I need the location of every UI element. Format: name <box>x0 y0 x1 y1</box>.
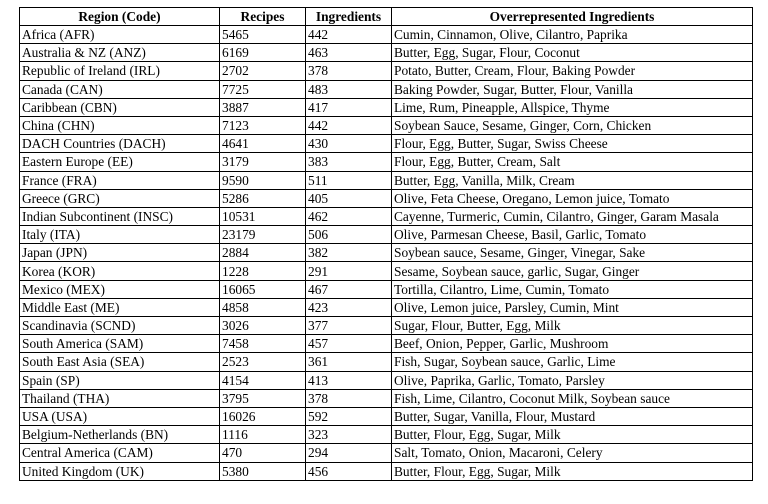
region-cell: Caribbean (CBN) <box>20 98 220 116</box>
recipes-cell: 1116 <box>220 426 306 444</box>
overrepresented-cell: Beef, Onion, Pepper, Garlic, Mushroom <box>392 335 753 353</box>
recipes-cell: 16026 <box>220 407 306 425</box>
overrepresented-cell: Cayenne, Turmeric, Cumin, Cilantro, Ginger, Garam Masala <box>392 207 753 225</box>
region-cell: China (CHN) <box>20 116 220 134</box>
recipes-cell: 3795 <box>220 389 306 407</box>
header-recipes: Recipes <box>220 8 306 26</box>
recipes-cell: 5465 <box>220 26 306 44</box>
table-row <box>20 116 753 134</box>
table-row <box>20 426 753 444</box>
overrepresented-cell: Butter, Egg, Vanilla, Milk, Cream <box>392 171 753 189</box>
overrepresented-cell: Olive, Paprika, Garlic, Tomato, Parsley <box>392 371 753 389</box>
header-overrepresented: Overrepresented Ingredients <box>392 8 753 26</box>
region-cell: South America (SAM) <box>20 335 220 353</box>
table-row <box>20 444 753 462</box>
table-row <box>20 244 753 262</box>
recipes-cell: 1228 <box>220 262 306 280</box>
region-cell: Korea (KOR) <box>20 262 220 280</box>
recipes-cell: 7725 <box>220 80 306 98</box>
overrepresented-cell: Butter, Flour, Egg, Sugar, Milk <box>392 426 753 444</box>
region-cell: Japan (JPN) <box>20 244 220 262</box>
region-cell: South East Asia (SEA) <box>20 353 220 371</box>
table-row <box>20 335 753 353</box>
ingredients-cell: 592 <box>306 407 392 425</box>
ingredients-cell: 423 <box>306 298 392 316</box>
overrepresented-cell: Butter, Sugar, Vanilla, Flour, Mustard <box>392 407 753 425</box>
recipes-cell: 3179 <box>220 153 306 171</box>
table-row <box>20 407 753 425</box>
overrepresented-cell: Sesame, Soybean sauce, garlic, Sugar, Ginger <box>392 262 753 280</box>
ingredients-cell: 383 <box>306 153 392 171</box>
ingredients-cell: 467 <box>306 280 392 298</box>
overrepresented-cell: Cumin, Cinnamon, Olive, Cilantro, Paprika <box>392 26 753 44</box>
ingredients-cell: 442 <box>306 26 392 44</box>
overrepresented-cell: Salt, Tomato, Onion, Macaroni, Celery <box>392 444 753 462</box>
region-ingredients-table <box>19 7 753 481</box>
region-cell: Scandinavia (SCND) <box>20 317 220 335</box>
overrepresented-cell: Sugar, Flour, Butter, Egg, Milk <box>392 317 753 335</box>
ingredients-cell: 378 <box>306 62 392 80</box>
recipes-cell: 4858 <box>220 298 306 316</box>
ingredients-cell: 417 <box>306 98 392 116</box>
table-row <box>20 389 753 407</box>
table-row <box>20 80 753 98</box>
table-row <box>20 207 753 225</box>
table-row <box>20 98 753 116</box>
region-cell: Australia & NZ (ANZ) <box>20 44 220 62</box>
region-cell: Thailand (THA) <box>20 389 220 407</box>
recipes-cell: 5286 <box>220 189 306 207</box>
overrepresented-cell: Olive, Feta Cheese, Oregano, Lemon juice, Tomato <box>392 189 753 207</box>
region-cell: USA (USA) <box>20 407 220 425</box>
recipes-cell: 23179 <box>220 226 306 244</box>
ingredients-cell: 442 <box>306 116 392 134</box>
table-row <box>20 135 753 153</box>
ingredients-cell: 377 <box>306 317 392 335</box>
table-row <box>20 189 753 207</box>
ingredients-cell: 361 <box>306 353 392 371</box>
ingredients-cell: 483 <box>306 80 392 98</box>
region-cell: United Kingdom (UK) <box>20 462 220 480</box>
ingredients-cell: 413 <box>306 371 392 389</box>
region-cell: Canada (CAN) <box>20 80 220 98</box>
header-region: Region (Code) <box>20 8 220 26</box>
ingredients-cell: 506 <box>306 226 392 244</box>
region-cell: Belgium-Netherlands (BN) <box>20 426 220 444</box>
table-row <box>20 353 753 371</box>
ingredients-cell: 378 <box>306 389 392 407</box>
overrepresented-cell: Fish, Sugar, Soybean sauce, Garlic, Lime <box>392 353 753 371</box>
ingredients-cell: 291 <box>306 262 392 280</box>
recipes-cell: 7458 <box>220 335 306 353</box>
ingredients-cell: 463 <box>306 44 392 62</box>
overrepresented-cell: Soybean sauce, Sesame, Ginger, Vinegar, Sake <box>392 244 753 262</box>
ingredients-cell: 405 <box>306 189 392 207</box>
table-row <box>20 44 753 62</box>
table-row <box>20 62 753 80</box>
recipes-cell: 5380 <box>220 462 306 480</box>
table-row <box>20 371 753 389</box>
overrepresented-cell: Olive, Lemon juice, Parsley, Cumin, Mint <box>392 298 753 316</box>
overrepresented-cell: Flour, Egg, Butter, Cream, Salt <box>392 153 753 171</box>
recipes-cell: 470 <box>220 444 306 462</box>
region-cell: Middle East (ME) <box>20 298 220 316</box>
header-row <box>20 8 753 26</box>
overrepresented-cell: Olive, Parmesan Cheese, Basil, Garlic, Tomato <box>392 226 753 244</box>
recipes-cell: 4641 <box>220 135 306 153</box>
recipes-cell: 2702 <box>220 62 306 80</box>
overrepresented-cell: Tortilla, Cilantro, Lime, Cumin, Tomato <box>392 280 753 298</box>
ingredients-cell: 462 <box>306 207 392 225</box>
table-row <box>20 262 753 280</box>
table-row <box>20 317 753 335</box>
overrepresented-cell: Lime, Rum, Pineapple, Allspice, Thyme <box>392 98 753 116</box>
overrepresented-cell: Flour, Egg, Butter, Sugar, Swiss Cheese <box>392 135 753 153</box>
recipes-cell: 4154 <box>220 371 306 389</box>
recipes-cell: 2523 <box>220 353 306 371</box>
recipes-cell: 6169 <box>220 44 306 62</box>
ingredients-cell: 456 <box>306 462 392 480</box>
ingredients-cell: 294 <box>306 444 392 462</box>
recipes-cell: 3026 <box>220 317 306 335</box>
table-row <box>20 298 753 316</box>
table-row <box>20 462 753 480</box>
ingredients-cell: 457 <box>306 335 392 353</box>
region-cell: Italy (ITA) <box>20 226 220 244</box>
region-cell: Eastern Europe (EE) <box>20 153 220 171</box>
table-row <box>20 171 753 189</box>
table-row <box>20 26 753 44</box>
overrepresented-cell: Fish, Lime, Cilantro, Coconut Milk, Soybean sauce <box>392 389 753 407</box>
region-cell: Africa (AFR) <box>20 26 220 44</box>
ingredients-cell: 382 <box>306 244 392 262</box>
recipes-cell: 10531 <box>220 207 306 225</box>
recipes-cell: 16065 <box>220 280 306 298</box>
region-cell: Indian Subcontinent (INSC) <box>20 207 220 225</box>
table-row <box>20 153 753 171</box>
recipes-cell: 7123 <box>220 116 306 134</box>
ingredients-cell: 511 <box>306 171 392 189</box>
region-cell: Greece (GRC) <box>20 189 220 207</box>
region-cell: DACH Countries (DACH) <box>20 135 220 153</box>
region-cell: Central America (CAM) <box>20 444 220 462</box>
overrepresented-cell: Butter, Flour, Egg, Sugar, Milk <box>392 462 753 480</box>
table-row <box>20 226 753 244</box>
table-row <box>20 280 753 298</box>
overrepresented-cell: Butter, Egg, Sugar, Flour, Coconut <box>392 44 753 62</box>
region-cell: France (FRA) <box>20 171 220 189</box>
recipes-cell: 2884 <box>220 244 306 262</box>
overrepresented-cell: Baking Powder, Sugar, Butter, Flour, Vanilla <box>392 80 753 98</box>
overrepresented-cell: Potato, Butter, Cream, Flour, Baking Powder <box>392 62 753 80</box>
region-cell: Spain (SP) <box>20 371 220 389</box>
overrepresented-cell: Soybean Sauce, Sesame, Ginger, Corn, Chicken <box>392 116 753 134</box>
recipes-cell: 3887 <box>220 98 306 116</box>
recipes-cell: 9590 <box>220 171 306 189</box>
ingredients-cell: 430 <box>306 135 392 153</box>
region-cell: Republic of Ireland (IRL) <box>20 62 220 80</box>
region-cell: Mexico (MEX) <box>20 280 220 298</box>
header-ingredients: Ingredients <box>306 8 392 26</box>
ingredients-cell: 323 <box>306 426 392 444</box>
